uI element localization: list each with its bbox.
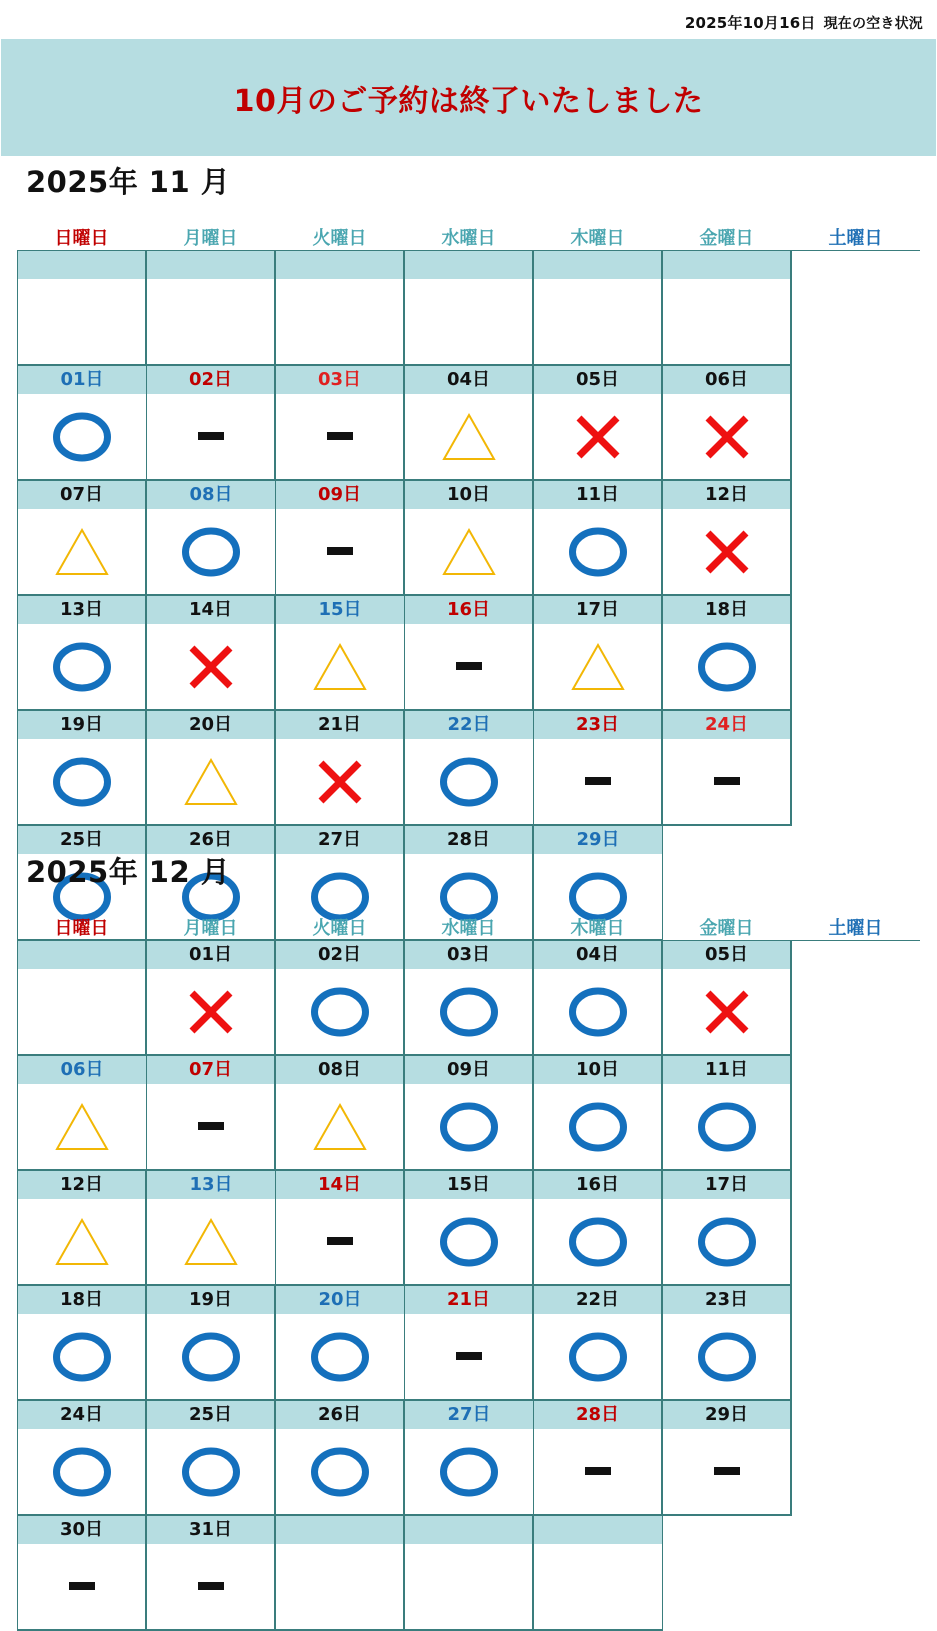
weekday-mon: 月曜日	[183, 228, 238, 249]
dash-icon	[147, 1084, 274, 1169]
dash-icon	[276, 394, 403, 479]
day-label: 10日	[405, 481, 532, 509]
circle-icon	[147, 509, 275, 594]
day-label: 03日	[276, 366, 403, 394]
day-cell	[276, 1056, 405, 1171]
day-label: 24日	[18, 1401, 145, 1429]
status-line	[685, 12, 923, 33]
day-label: 29日	[534, 826, 662, 854]
no-mark	[405, 1544, 532, 1629]
day-cell	[534, 941, 663, 1056]
circle-icon	[405, 969, 532, 1054]
dash-icon	[663, 739, 790, 824]
empty-cell	[534, 1516, 663, 1631]
day-label: 05日	[534, 366, 661, 394]
day-cell	[276, 366, 405, 481]
day-label: 19日	[147, 1286, 274, 1314]
circle-icon	[534, 1314, 661, 1399]
day-label: 18日	[18, 1286, 145, 1314]
day-label: 04日	[534, 941, 661, 969]
day-label: 21日	[405, 1286, 532, 1314]
cross-icon	[663, 394, 790, 479]
day-label	[276, 1516, 403, 1544]
day-label	[18, 251, 145, 279]
status-label: 現在の空き状況	[823, 16, 923, 32]
day-label: 06日	[18, 1056, 146, 1084]
weekday-sat: 土曜日	[828, 918, 883, 939]
day-cell	[534, 1171, 663, 1286]
day-label: 11日	[663, 1056, 790, 1084]
weekday-header-december	[17, 914, 920, 940]
day-cell	[276, 1286, 405, 1401]
day-cell	[18, 1171, 147, 1286]
weekday-fri: 金曜日	[699, 228, 754, 249]
triangle-icon	[276, 624, 404, 709]
day-cell	[147, 366, 276, 481]
day-cell	[147, 1171, 276, 1286]
day-label: 20日	[147, 711, 274, 739]
day-label: 19日	[18, 711, 145, 739]
day-label: 16日	[405, 596, 532, 624]
day-cell	[147, 1516, 276, 1631]
day-cell	[534, 1401, 663, 1516]
day-label: 01日	[147, 941, 274, 969]
day-cell	[405, 1286, 534, 1401]
day-label: 18日	[663, 596, 790, 624]
dash-icon	[18, 1544, 145, 1629]
day-label: 04日	[405, 366, 532, 394]
day-label: 14日	[147, 596, 274, 624]
weekday-wed: 水曜日	[441, 918, 496, 939]
dash-icon	[405, 1314, 532, 1399]
dash-icon	[534, 739, 661, 824]
day-cell	[405, 481, 534, 596]
day-label: 26日	[147, 826, 274, 854]
weekday-wed: 水曜日	[441, 228, 496, 249]
day-cell	[276, 1401, 405, 1516]
day-label: 31日	[147, 1516, 274, 1544]
circle-icon	[18, 739, 145, 824]
day-label: 02日	[147, 366, 274, 394]
day-label: 26日	[276, 1401, 403, 1429]
day-label: 13日	[18, 596, 145, 624]
day-cell	[405, 941, 534, 1056]
circle-icon	[147, 1429, 274, 1514]
no-mark	[18, 279, 145, 364]
day-label: 12日	[18, 1171, 145, 1199]
circle-icon	[276, 1429, 403, 1514]
weekday-sat: 土曜日	[828, 228, 883, 249]
day-cell	[663, 1171, 792, 1286]
triangle-icon	[18, 509, 145, 594]
day-cell	[405, 711, 534, 826]
day-cell	[18, 366, 147, 481]
circle-icon	[18, 394, 146, 479]
day-cell	[663, 481, 792, 596]
day-cell	[534, 1056, 663, 1171]
day-label	[663, 251, 790, 279]
dash-icon	[534, 1429, 661, 1514]
day-cell	[18, 596, 147, 711]
no-mark	[663, 279, 790, 364]
circle-icon	[147, 1314, 274, 1399]
day-label: 12日	[663, 481, 790, 509]
weekday-tue: 火曜日	[312, 918, 367, 939]
cross-icon	[147, 969, 274, 1054]
day-cell	[663, 596, 792, 711]
circle-icon	[276, 969, 403, 1054]
weekday-sun: 日曜日	[54, 228, 109, 249]
weekday-tue: 火曜日	[312, 228, 367, 249]
status-date: 2025年10月16日	[684, 14, 816, 32]
day-label	[534, 251, 661, 279]
empty-cell	[276, 251, 405, 366]
triangle-icon	[405, 394, 532, 479]
day-cell	[276, 596, 405, 711]
day-cell	[147, 1056, 276, 1171]
day-label: 13日	[147, 1171, 275, 1199]
no-mark	[276, 1544, 403, 1629]
day-label: 07日	[147, 1056, 274, 1084]
day-cell	[534, 366, 663, 481]
empty-cell	[534, 251, 663, 366]
empty-cell	[18, 251, 147, 366]
triangle-icon	[147, 739, 274, 824]
month-title-november: 2025年 11 月	[26, 165, 231, 199]
weekday-sun: 日曜日	[54, 918, 109, 939]
day-cell	[534, 481, 663, 596]
notice-banner	[1, 39, 936, 156]
empty-cell	[405, 1516, 534, 1631]
month-title-december: 2025年 12 月	[26, 855, 231, 889]
circle-icon	[534, 1084, 661, 1169]
day-cell	[147, 481, 276, 596]
day-label: 27日	[405, 1401, 533, 1429]
circle-icon	[405, 739, 533, 824]
day-cell	[663, 1286, 792, 1401]
no-mark	[18, 969, 145, 1054]
day-cell	[405, 1171, 534, 1286]
day-cell	[18, 711, 147, 826]
day-label: 07日	[18, 481, 145, 509]
weekday-fri: 金曜日	[699, 918, 754, 939]
day-cell	[405, 1056, 534, 1171]
day-label: 28日	[405, 826, 532, 854]
day-cell	[18, 481, 147, 596]
day-cell	[534, 596, 663, 711]
circle-icon	[405, 1199, 532, 1284]
day-cell	[663, 1401, 792, 1516]
calendar-grid-november	[17, 250, 920, 941]
dash-icon	[147, 394, 274, 479]
day-label: 17日	[663, 1171, 790, 1199]
day-label: 20日	[276, 1286, 404, 1314]
day-cell	[18, 1516, 147, 1631]
day-label: 15日	[405, 1171, 532, 1199]
day-label: 05日	[663, 941, 790, 969]
day-cell	[18, 1286, 147, 1401]
no-mark	[534, 279, 661, 364]
day-label: 01日	[18, 366, 146, 394]
day-label	[18, 941, 145, 969]
day-label: 29日	[663, 1401, 790, 1429]
day-cell	[276, 481, 405, 596]
circle-icon	[534, 969, 661, 1054]
day-label: 25日	[18, 826, 145, 854]
dash-icon	[405, 624, 532, 709]
no-mark	[534, 1544, 662, 1629]
triangle-icon	[534, 624, 661, 709]
day-cell	[147, 711, 276, 826]
triangle-icon	[147, 1199, 275, 1284]
day-label: 14日	[276, 1171, 403, 1199]
day-label: 02日	[276, 941, 403, 969]
dash-icon	[276, 1199, 403, 1284]
circle-icon	[18, 1429, 145, 1514]
day-cell	[405, 366, 534, 481]
circle-icon	[405, 1429, 533, 1514]
circle-icon	[534, 1199, 661, 1284]
cross-icon	[663, 509, 790, 594]
circle-icon	[663, 1314, 790, 1399]
day-label: 30日	[18, 1516, 145, 1544]
day-label	[147, 251, 274, 279]
notice-text: 10月のご予約は終了いたしました	[233, 83, 704, 119]
day-label: 16日	[534, 1171, 661, 1199]
day-label: 27日	[276, 826, 403, 854]
day-label: 28日	[534, 1401, 661, 1429]
day-cell	[147, 1286, 276, 1401]
no-mark	[147, 279, 274, 364]
day-cell	[405, 596, 534, 711]
weekday-mon: 月曜日	[183, 918, 238, 939]
empty-cell	[405, 251, 534, 366]
day-label	[405, 251, 532, 279]
triangle-icon	[18, 1199, 145, 1284]
day-label: 06日	[663, 366, 790, 394]
empty-cell	[276, 1516, 405, 1631]
day-cell	[663, 941, 792, 1056]
day-cell	[147, 941, 276, 1056]
day-cell	[18, 1401, 147, 1516]
day-label	[534, 1516, 662, 1544]
day-label: 17日	[534, 596, 661, 624]
day-label: 08日	[147, 481, 275, 509]
weekday-thu: 木曜日	[570, 918, 625, 939]
day-cell	[18, 1056, 147, 1171]
day-label: 15日	[276, 596, 404, 624]
day-label: 09日	[276, 481, 403, 509]
dash-icon	[663, 1429, 790, 1514]
day-label: 25日	[147, 1401, 274, 1429]
dash-icon	[276, 509, 403, 594]
triangle-icon	[18, 1084, 146, 1169]
circle-icon	[276, 1314, 404, 1399]
empty-cell	[663, 251, 792, 366]
day-label: 23日	[534, 711, 661, 739]
day-label: 21日	[276, 711, 403, 739]
day-cell	[405, 1401, 534, 1516]
day-label: 23日	[663, 1286, 790, 1314]
day-label: 09日	[405, 1056, 532, 1084]
day-cell	[276, 711, 405, 826]
day-cell	[147, 596, 276, 711]
day-label: 22日	[534, 1286, 661, 1314]
day-label: 24日	[663, 711, 790, 739]
circle-icon	[663, 1084, 790, 1169]
cross-icon	[534, 394, 661, 479]
day-label: 11日	[534, 481, 661, 509]
circle-icon	[663, 1199, 790, 1284]
circle-icon	[405, 1084, 532, 1169]
cross-icon	[663, 969, 790, 1054]
day-cell	[663, 366, 792, 481]
day-label: 10日	[534, 1056, 661, 1084]
day-cell	[663, 711, 792, 826]
cross-icon	[276, 739, 403, 824]
day-label	[276, 251, 403, 279]
circle-icon	[534, 509, 661, 594]
day-label	[405, 1516, 532, 1544]
empty-cell	[147, 251, 276, 366]
triangle-icon	[276, 1084, 403, 1169]
day-label: 22日	[405, 711, 533, 739]
dash-icon	[147, 1544, 274, 1629]
circle-icon	[18, 624, 145, 709]
weekday-header-november	[17, 224, 920, 250]
cross-icon	[147, 624, 274, 709]
triangle-icon	[405, 509, 532, 594]
day-cell	[663, 1056, 792, 1171]
day-cell	[276, 1171, 405, 1286]
no-mark	[276, 279, 403, 364]
circle-icon	[18, 1314, 145, 1399]
empty-cell	[18, 941, 147, 1056]
day-label: 03日	[405, 941, 532, 969]
day-label: 08日	[276, 1056, 403, 1084]
calendar-grid-december	[17, 940, 920, 1631]
no-mark	[405, 279, 532, 364]
day-cell	[276, 941, 405, 1056]
day-cell	[534, 711, 663, 826]
day-cell	[534, 1286, 663, 1401]
day-cell	[147, 1401, 276, 1516]
weekday-thu: 木曜日	[570, 228, 625, 249]
circle-icon	[663, 624, 790, 709]
